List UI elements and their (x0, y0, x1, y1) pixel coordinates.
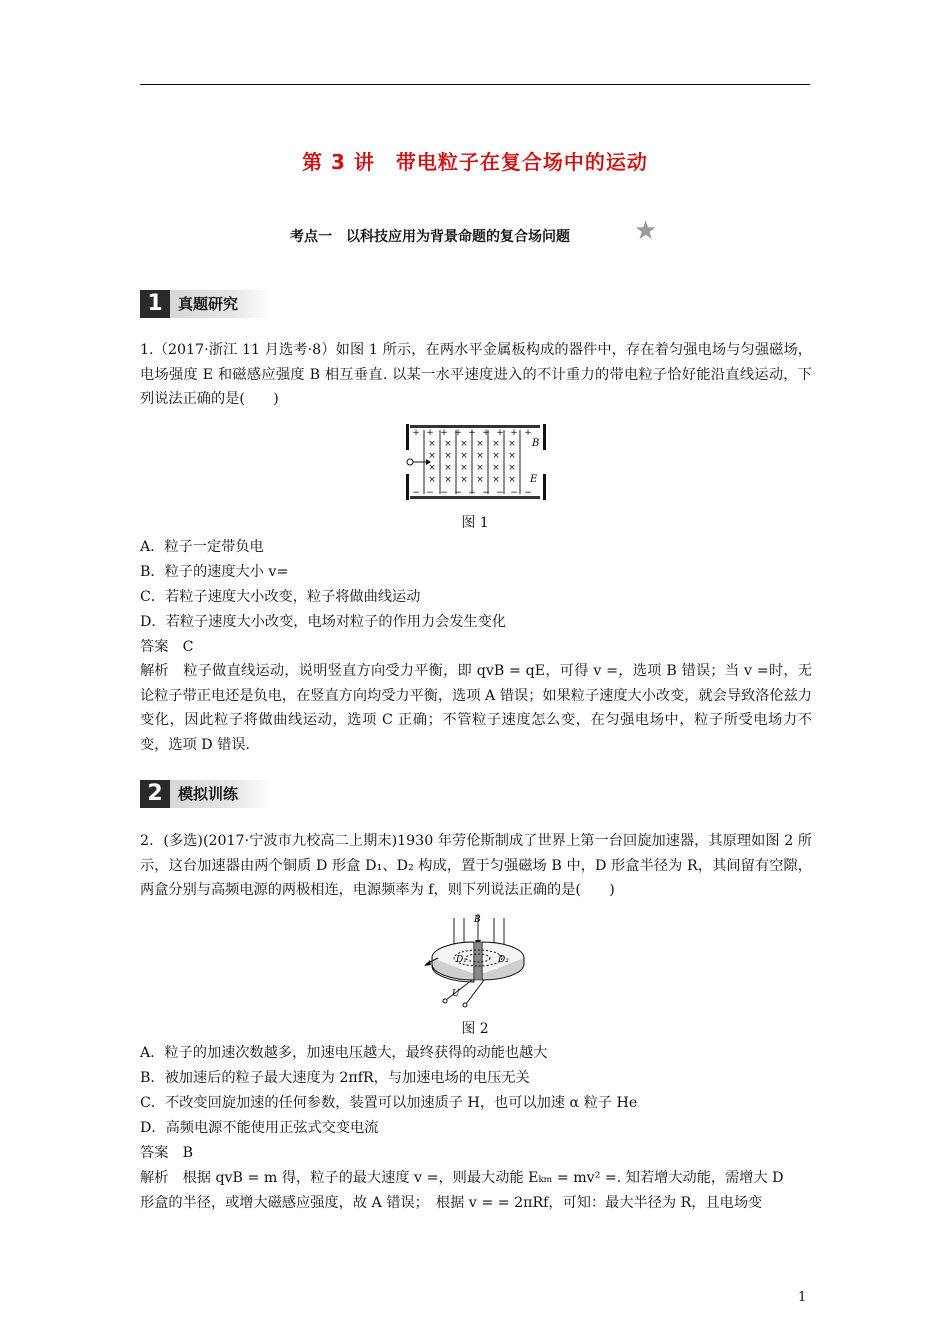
magnetic-field-cross: × (444, 463, 452, 473)
plus-sign: + (426, 428, 434, 438)
q2-analysis-line-2: 形盒的半径，或增大磁感应强度，故 A 错误； 根据 v = = 2πRf，可知：最大半径为 R，且电场变 (140, 1195, 763, 1211)
q2-option-d: D．高频电源不能使用正弦式交变电流 (140, 1120, 379, 1136)
minus-sign: − (468, 488, 476, 498)
star-icon: ★ (634, 216, 658, 246)
section-heading-2 (140, 780, 272, 808)
page-number: 1 (798, 1290, 807, 1305)
magnetic-field-cross: × (460, 463, 468, 473)
plus-sign: + (454, 428, 462, 438)
magnetic-field-cross: × (460, 475, 468, 485)
minus-sign: − (426, 488, 434, 498)
magnetic-field-cross: × (444, 451, 452, 461)
magnetic-field-cross: × (476, 451, 484, 461)
lesson-title: 第 3 讲 带电粒子在复合场中的运动 (302, 150, 648, 174)
question-2-stem: 2．(多选)(2017·宁波市九校高二上期末)1930 年劳伦斯制成了世界上第一台回旋加速器，其原理如图 2 所示，这台加速器由两个铜质 D 形盒 D₁、D₂ 构成，置于匀强磁场 B 中，D 形盒半径为 R，其间留有空隙，两盒分别与高频电源的两极相连，电源频率为 f，则下列说法正确的是( ) (140, 833, 812, 898)
section-heading-1 (140, 290, 272, 318)
minus-sign: − (496, 488, 504, 498)
minus-sign: − (524, 488, 532, 498)
section-number: 1 (140, 290, 170, 318)
figure-1-crossed-fields (400, 424, 552, 504)
figure-2-d1-label: D₁ (456, 955, 467, 965)
magnetic-field-cross: × (460, 439, 468, 449)
magnetic-field-cross: × (492, 475, 500, 485)
magnetic-field-cross: × (476, 439, 484, 449)
section-label: 真题研究 (178, 295, 239, 313)
minus-sign: − (482, 488, 490, 498)
q2-option-b: B．被加速后的粒子最大速度为 2πfR，与加速电场的电压无关 (140, 1070, 530, 1086)
q1-option-c: C．若粒子速度大小改变，粒子将做曲线运动 (140, 589, 421, 605)
magnetic-field-cross: × (492, 451, 500, 461)
plus-sign: + (412, 428, 420, 438)
plus-sign: + (510, 428, 518, 438)
magnetic-field-cross: × (508, 463, 516, 473)
q2-analysis-line-1: 解析 根据 qvB = m 得，粒子的最大速度 v =，则最大动能 Eₖₘ = mv² =. 知若增大动能，需增大 D (140, 1170, 784, 1186)
magnetic-field-cross: × (476, 463, 484, 473)
figure-1-b-label: B (532, 438, 540, 449)
figure-1-caption: 图 1 (461, 515, 489, 531)
minus-sign: − (454, 488, 462, 498)
q1-option-b: B．粒子的速度大小 v= (140, 564, 289, 580)
figure-2-d2-label: D₂ (498, 955, 509, 965)
minus-sign: − (440, 488, 448, 498)
magnetic-field-cross: × (428, 463, 436, 473)
minus-sign: − (510, 488, 518, 498)
q1-answer: 答案 C (140, 639, 194, 655)
q2-option-a: A．粒子的加速次数越多，加速电压越大，最终获得的动能也越大 (140, 1045, 548, 1061)
section-number: 2 (140, 780, 170, 808)
magnetic-field-cross: × (492, 463, 500, 473)
magnetic-field-cross: × (444, 439, 452, 449)
q1-analysis: 解析 粒子做直线运动，说明竖直方向受力平衡，即 qvB = qE，可得 v =，选项 B 错误；当 v =时，无论粒子带正电还是负电，在竖直方向均受力平衡，选项 A 错误；如果粒子速度大小改变，就会导致洛伦兹力变化，因此粒子将做曲线运动，选项 C 正确；不管粒子速度怎么变，在匀强电场中，粒子所受电场力不变，选项 D 错误. (140, 663, 812, 753)
q2-answer: 答案 B (140, 1145, 193, 1161)
magnetic-field-cross: × (428, 451, 436, 461)
plus-sign: + (440, 428, 448, 438)
topic-subtitle: 考点一 以科技应用为背景命题的复合场问题 (290, 229, 570, 245)
magnetic-field-cross: × (476, 475, 484, 485)
section-label: 模拟训练 (178, 785, 239, 803)
figure-2-b-label: B (474, 915, 481, 925)
magnetic-field-cross: × (460, 451, 468, 461)
magnetic-field-cross: × (428, 475, 436, 485)
q1-option-d: D．若粒子速度大小改变，电场对粒子的作用力会发生变化 (140, 614, 507, 630)
q1-option-a: A．粒子一定带负电 (140, 539, 264, 555)
plus-sign: + (468, 428, 476, 438)
plus-sign: + (496, 428, 504, 438)
question-1-stem: 1.（2017·浙江 11 月选考·8）如图 1 所示，在两水平金属板构成的器件中，存在着匀强电场与匀强磁场，电场强度 E 和磁感应强度 B 相互垂直. 以某一水平速度进入的不计重力的带电粒子恰好能沿直线运动，下列说法正确的是( ) (140, 342, 812, 407)
magnetic-field-cross: × (508, 475, 516, 485)
q2-option-c: C．不改变回旋加速的任何参数，装置可以加速质子 H，也可以加速 α 粒子 He (140, 1095, 638, 1111)
figure-2-caption: 图 2 (461, 1021, 489, 1037)
figure-2-u-label: U (452, 989, 460, 999)
magnetic-field-cross: × (508, 439, 516, 449)
magnetic-field-cross: × (492, 439, 500, 449)
figure-2-cyclotron (418, 912, 538, 1012)
minus-sign: − (412, 488, 420, 498)
plus-sign: + (524, 428, 532, 438)
magnetic-field-cross: × (508, 451, 516, 461)
magnetic-field-cross: × (428, 439, 436, 449)
figure-1-e-label: E (530, 474, 538, 485)
plus-sign: + (482, 428, 490, 438)
magnetic-field-cross: × (444, 475, 452, 485)
header-rule (140, 84, 810, 85)
